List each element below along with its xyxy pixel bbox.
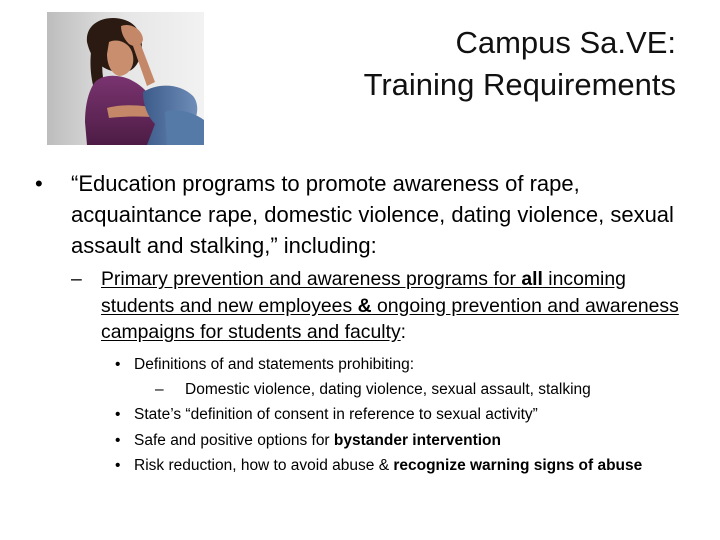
distressed-woman-photo	[47, 12, 204, 145]
list-item-text: State’s “definition of consent in reference to sexual activity”	[134, 406, 538, 423]
sub-bullet	[71, 266, 681, 346]
list-item	[115, 454, 655, 478]
title-line-2: Training Requirements	[363, 67, 676, 102]
bullet-icon: •	[35, 171, 43, 196]
list-item-bold: recognize warning signs of abuse	[393, 457, 643, 474]
detail-list	[115, 352, 655, 478]
list-item	[115, 402, 655, 428]
list-item-text: Definitions of and statements prohibiting:	[134, 356, 415, 373]
list-item	[115, 378, 655, 402]
list-item-bold: bystander intervention	[333, 432, 501, 449]
bullet-icon: •	[115, 406, 121, 423]
list-item-text: Domestic violence, dating violence, sexual assault, stalking	[185, 381, 591, 398]
bullet-icon: •	[115, 457, 121, 474]
sub-text-4: incoming students and new employees	[101, 268, 626, 317]
bullet-icon: •	[115, 356, 121, 373]
sub-text-amp: &	[357, 294, 372, 317]
sub-text-6: ongoing prevention and awareness campaigns for students and faculty	[101, 294, 679, 343]
dash-icon: –	[155, 381, 164, 398]
slide-title	[256, 22, 676, 106]
title-line-1: Campus Sa.VE:	[455, 25, 676, 60]
sub-text-1: Primary prevention and awareness programs	[101, 268, 494, 290]
list-item	[115, 352, 655, 378]
sub-text-colon: :	[400, 321, 407, 343]
sub-bullet-text	[101, 266, 681, 346]
dash-icon: –	[71, 268, 82, 290]
list-item-text: Safe and positive options for	[134, 432, 334, 449]
list-item-text: Risk reduction, how to avoid abuse &	[134, 457, 394, 474]
sub-text-2: for	[493, 268, 522, 290]
sub-text-all: all	[521, 268, 543, 290]
bullet-icon: •	[115, 432, 121, 449]
list-item	[115, 428, 655, 454]
main-bullet	[35, 168, 675, 261]
main-bullet-text: “Education programs to promote awareness of rape, acquaintance rape, domestic violence, dating violence, sexual assault and stalking,” including:	[71, 171, 674, 258]
